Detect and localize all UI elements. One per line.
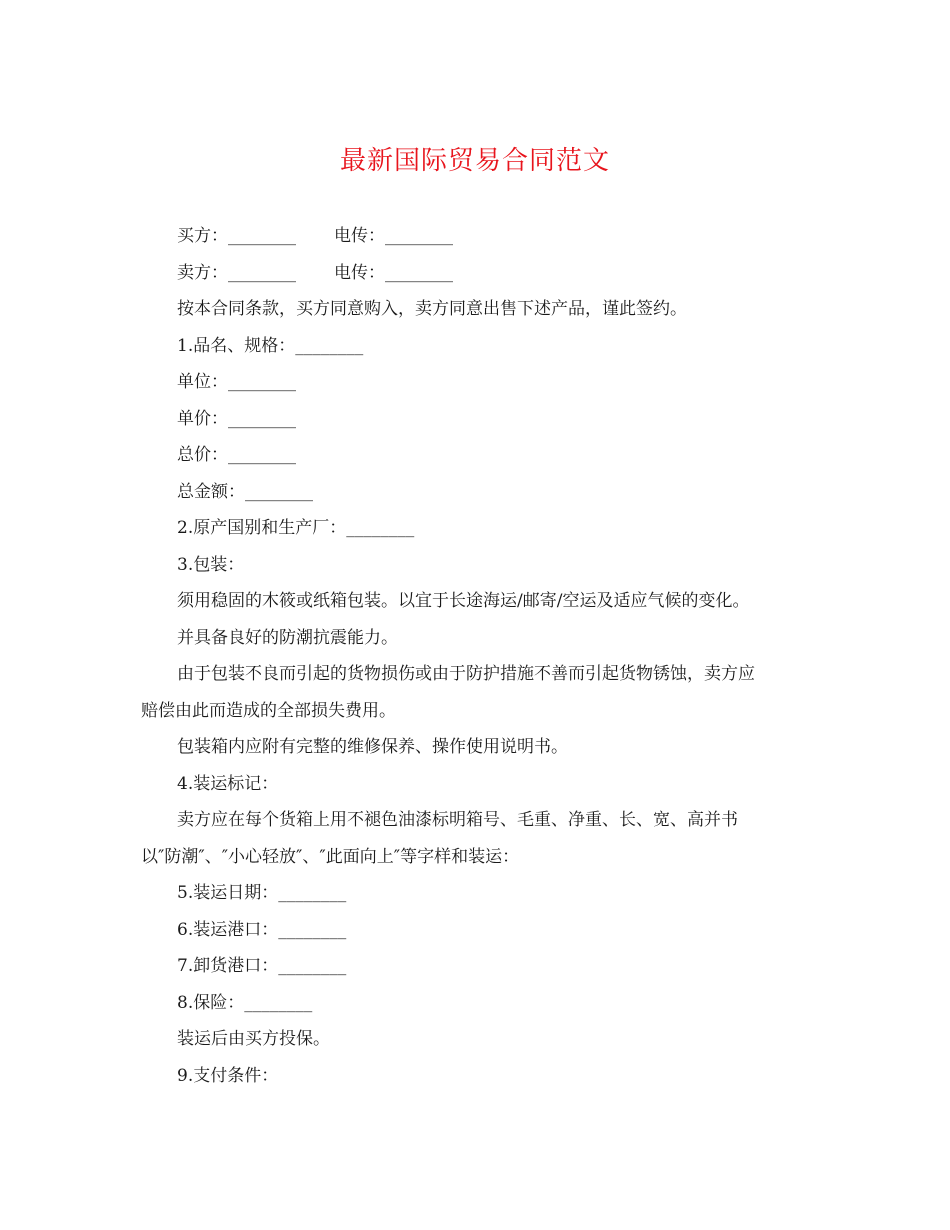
- total-price-field: 总价：________: [177, 445, 296, 465]
- buyer-line: [141, 218, 821, 255]
- unit-price-field: 单价：________: [177, 408, 296, 429]
- packing-paragraph-2: 并具备良好的防潮抗震能力。: [177, 627, 398, 648]
- buyer-field: 买方：________: [177, 226, 296, 246]
- buyer-fax-field: 电传：________: [334, 226, 453, 246]
- packing-paragraph-1: 须用稳固的木筱或纸箱包装。以宜于长途海运/邮寄/空运及适应气候的变化。: [177, 591, 750, 611]
- discharge-port-field: 7.卸货港口：________: [177, 956, 347, 976]
- agreement-paragraph: 按本合同条款，买方同意购入，卖方同意出售下述产品，谨此签约。: [177, 299, 687, 319]
- seller-line: [141, 255, 821, 292]
- packing-paragraph-4: 包装箱内应附有完整的维修保养、操作使用说明书。: [177, 737, 568, 757]
- shipping-marks-paragraph: 卖方应在每个货箱上用不褪色油漆标明箱号、毛重、净重、长、宽、高并书: [177, 810, 738, 830]
- unit-field: 单位：________: [177, 372, 296, 392]
- contract-body: [141, 218, 821, 1094]
- shipping-marks-paragraph-cont: 以″防潮″、″小心轻放″、″此面向上″等字样和装运：: [141, 846, 520, 867]
- insurance-field: 8.保险：________: [177, 992, 313, 1013]
- shipment-date-field: 5.装运日期：________: [177, 883, 347, 903]
- total-amount-field: 总金额：________: [177, 481, 313, 502]
- seller-fax-field: 电传：________: [334, 262, 453, 283]
- seller-field: 卖方：________: [177, 262, 296, 283]
- insurance-paragraph: 装运后由买方投保。: [177, 1029, 330, 1049]
- shipping-marks-heading: 4.装运标记：: [177, 773, 279, 794]
- packing-paragraph-3-cont: 赔偿由此而造成的全部损失费用。: [141, 700, 396, 721]
- product-name-spec: 1.品名、规格：________: [177, 335, 364, 356]
- document-title: 最新国际贸易合同范文: [339, 146, 610, 176]
- origin-manufacturer-field: 2.原产国别和生产厂：________: [177, 518, 415, 538]
- packing-heading: 3.包装：: [177, 554, 245, 575]
- packing-paragraph-3: 由于包装不良而引起的货物损伤或由于防护措施不善而引起货物锈蚀，卖方应: [177, 664, 755, 684]
- payment-terms-heading: 9.支付条件：: [177, 1065, 279, 1086]
- loading-port-field: 6.装运港口：________: [177, 919, 347, 940]
